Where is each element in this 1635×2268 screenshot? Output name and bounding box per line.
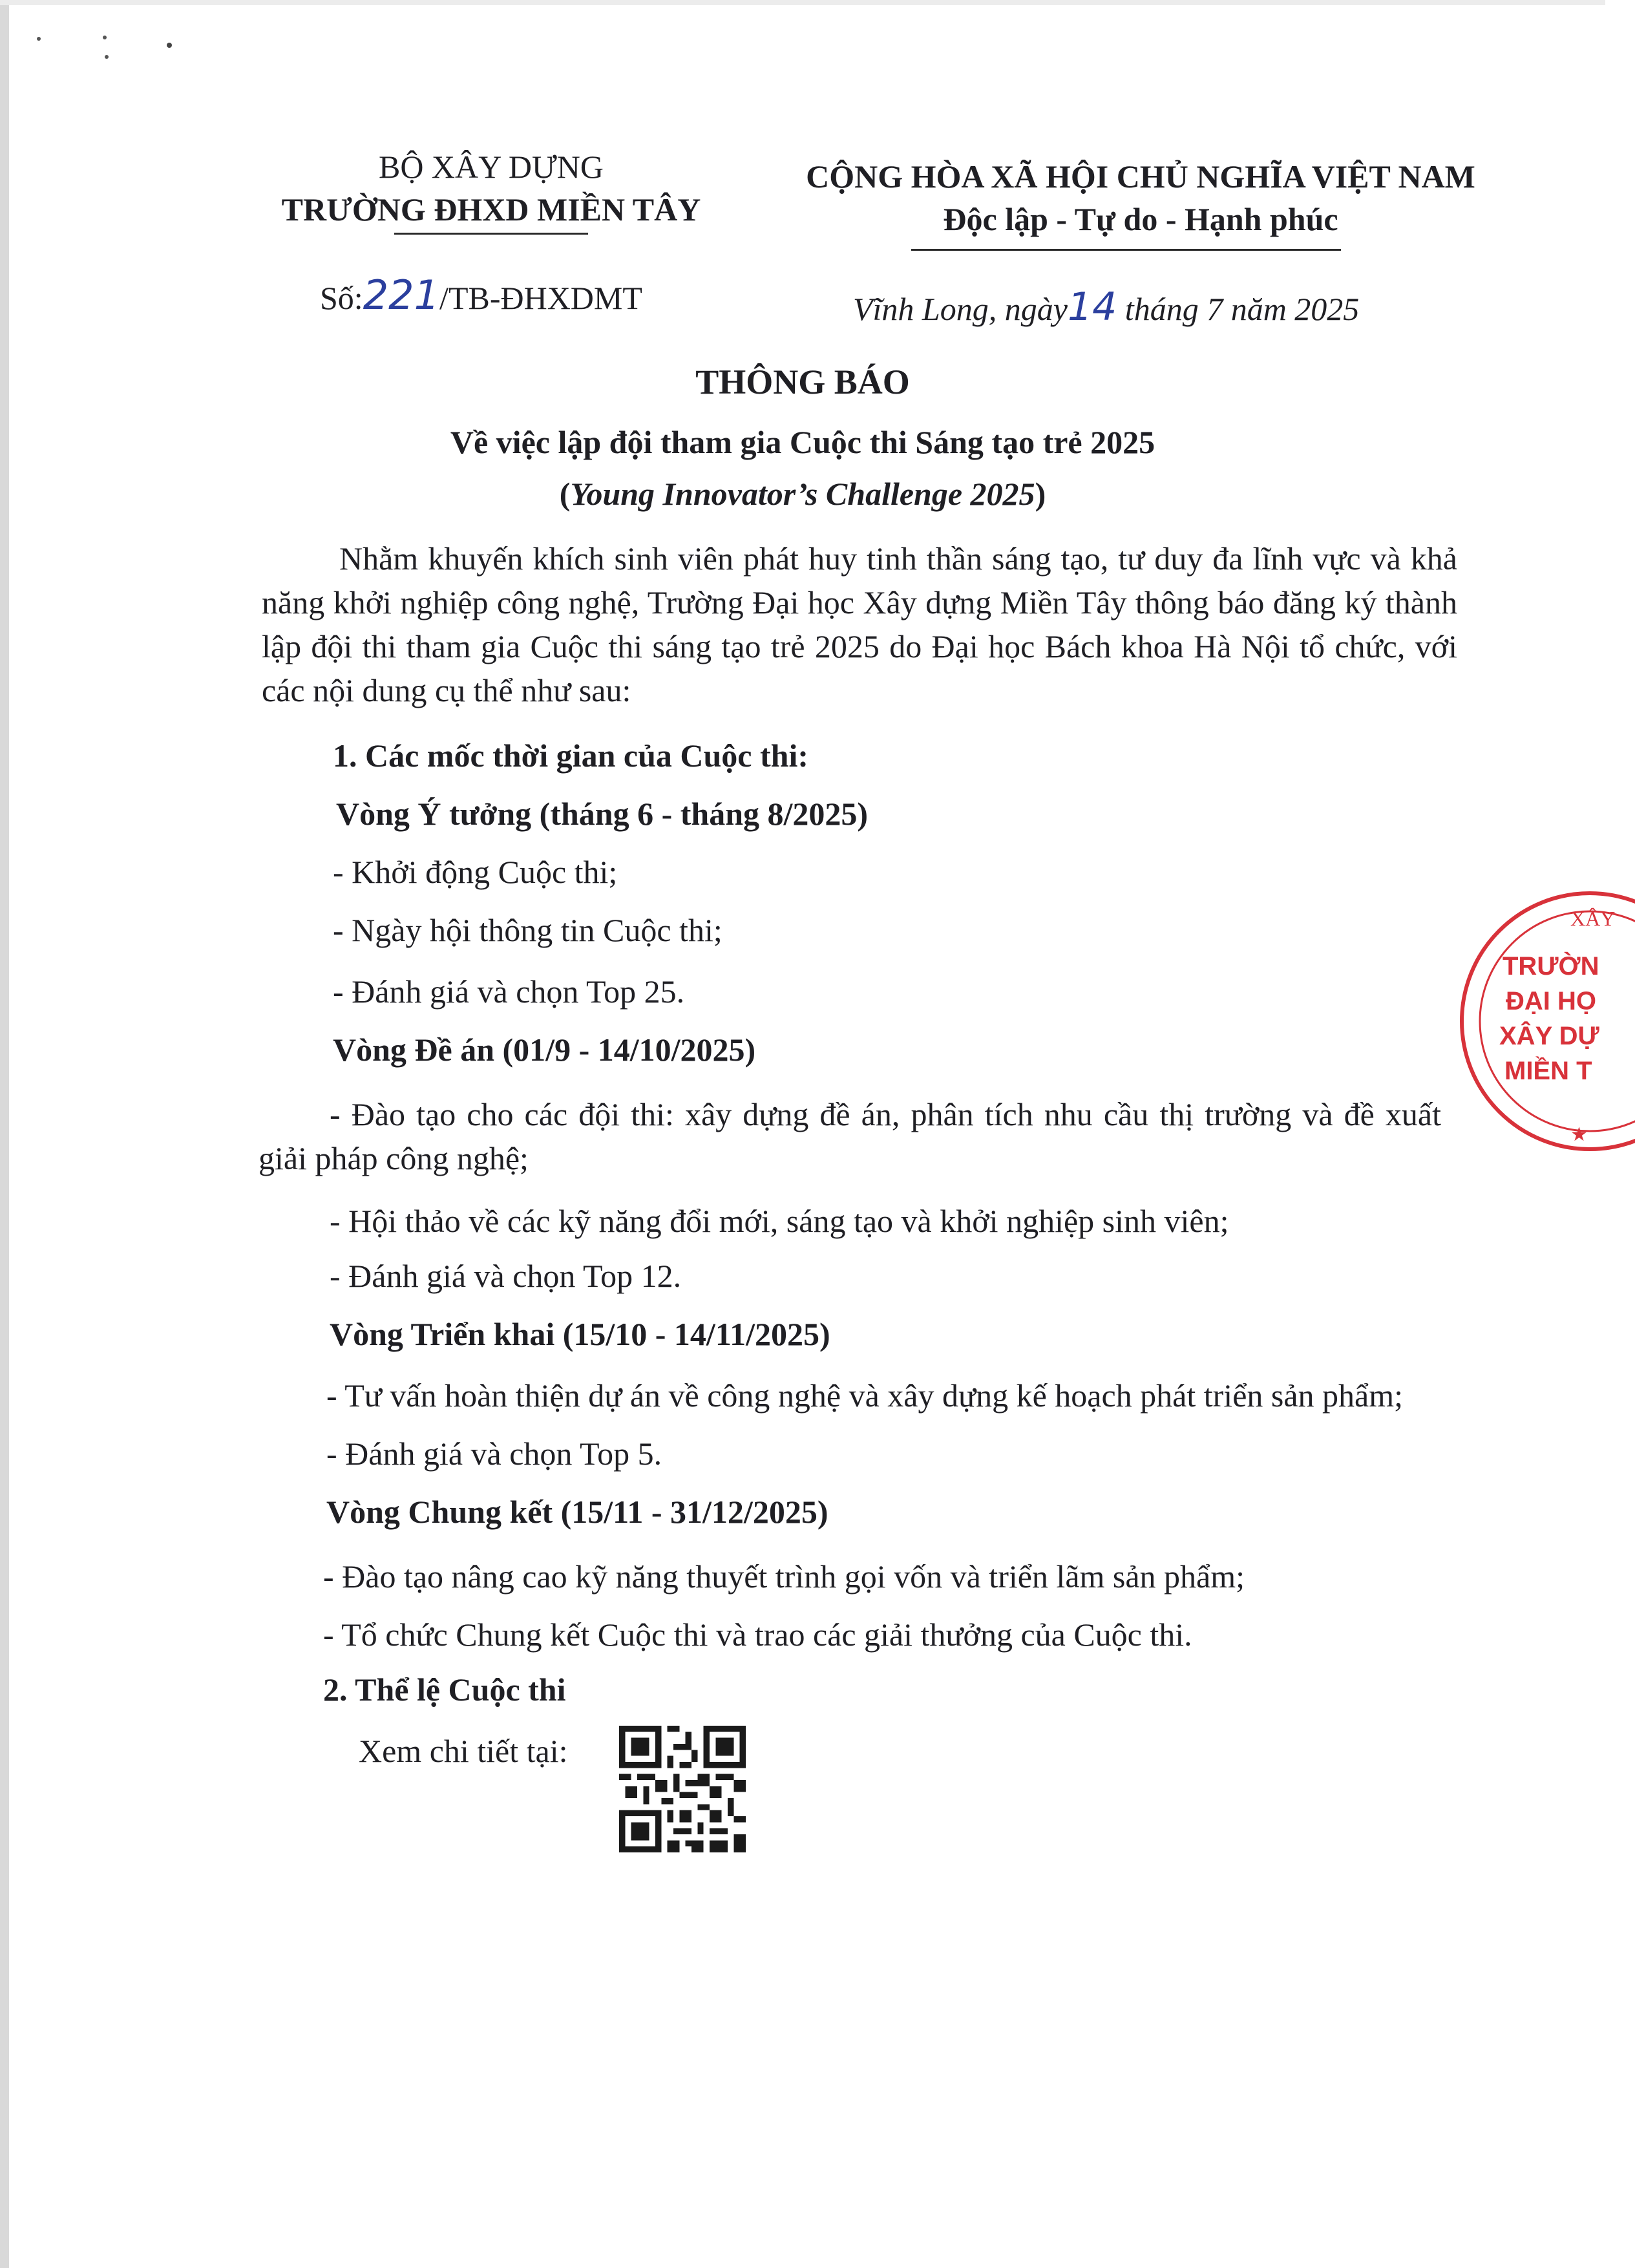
seal-star-icon: ★ (1570, 1124, 1588, 1145)
round-item: - Đào tạo cho các đội thi: xây dựng đề án, phân tích nhu cầu thị trường và đề xuất giải pháp công nghệ; (258, 1096, 1441, 1176)
document-number-suffix: /TB-ĐHXDMT (439, 280, 642, 316)
seal-line: ĐẠI HỌ (1506, 987, 1596, 1015)
subtitle-english-text: Young Innovator’s Challenge 2025 (570, 476, 1035, 512)
round-item: - Tư vấn hoàn thiện dự án về công nghệ và xây dựng kế hoạch phát triển sản phẩm; (326, 1377, 1404, 1414)
section1-heading: 1. Các mốc thời gian của Cuộc thi: (333, 737, 808, 774)
round-item: - Ngày hội thông tin Cuộc thi; (333, 912, 723, 948)
document-number (320, 271, 642, 319)
round-item: - Đánh giá và chọn Top 5. (326, 1436, 662, 1472)
round-item: - Hội thảo về các kỹ năng đổi mới, sáng tạo và khởi nghiệp sinh viên; (330, 1203, 1229, 1239)
national-motto: Độc lập - Tự do - Hạnh phúc (943, 201, 1338, 237)
dateline-day-handwritten: 14 (1067, 284, 1117, 330)
round-item: - Tổ chức Chung kết Cuộc thi và trao các giải thưởng của Cuộc thi. (323, 1616, 1192, 1653)
section2-heading: 2. Thể lệ Cuộc thi (323, 1671, 566, 1708)
seal-line: MIỀN T (1504, 1057, 1592, 1085)
round-item: - Đánh giá và chọn Top 25. (333, 973, 685, 1010)
seal-line: XÂY DỰ (1499, 1022, 1599, 1050)
round-title: Vòng Ý tưởng (tháng 6 - tháng 8/2025) (336, 796, 869, 832)
seal-top-text: XÂY (1570, 907, 1616, 930)
header-left (258, 145, 724, 231)
header-right-underline (911, 249, 1341, 251)
notice-subtitle-english (0, 475, 1605, 513)
notice-title: THÔNG BÁO (695, 363, 910, 401)
dateline-suffix: tháng 7 năm 2025 (1124, 291, 1360, 327)
intro-paragraph: Nhằm khuyến khích sinh viên phát huy tinh thần sáng tạo, tư duy đa lĩnh vực và khả năng khởi nghiệp công nghệ, Trường Đại học Xây dựng Miền Tây thông báo đăng ký thành lập đội thi tham gia Cuộc thi sáng tạo trẻ 2025 do Đại học Bách khoa Hà Nội tổ chức, với các nội dung cụ thể như sau: (262, 540, 1457, 708)
document-number-prefix: Số: (320, 280, 363, 316)
header-right (775, 155, 1506, 240)
scan-specks (26, 26, 194, 78)
country-name: CỘNG HÒA XÃ HỘI CHỦ NGHĨA VIỆT NAM (806, 158, 1475, 195)
round-title: Vòng Đề án (01/9 - 14/10/2025) (333, 1032, 756, 1068)
notice-subtitle: Về việc lập đội tham gia Cuộc thi Sáng tạo trẻ 2025 (450, 424, 1155, 460)
round-item: - Khởi động Cuộc thi; (333, 854, 618, 890)
round-title: Vòng Triển khai (15/10 - 14/11/2025) (330, 1316, 830, 1352)
qr-code[interactable] (619, 1726, 746, 1852)
school-name: TRƯỜNG ĐHXD MIỀN TÂY (281, 191, 701, 228)
dateline (853, 284, 1359, 330)
scan-edge-top (0, 0, 1605, 5)
round-item: - Đào tạo nâng cao kỹ năng thuyết trình gọi vốn và triển lãm sản phẩm; (323, 1558, 1245, 1595)
header-left-underline (394, 233, 588, 235)
round-item: - Đánh giá và chọn Top 12. (330, 1258, 682, 1294)
scan-edge-shadow (0, 0, 9, 2268)
official-seal-stamp (1441, 892, 1635, 1170)
document-number-handwritten: 221 (363, 271, 440, 319)
dateline-prefix: Vĩnh Long, ngày (853, 291, 1068, 327)
subtitle-english-open: ( (559, 476, 571, 512)
seal-line: TRƯỜN (1503, 952, 1599, 980)
subtitle-english-close: ) (1035, 476, 1046, 512)
round-title: Vòng Chung kết (15/11 - 31/12/2025) (326, 1494, 828, 1530)
ministry-name: BỘ XÂY DỰNG (378, 149, 604, 185)
details-label: Xem chi tiết tại: (359, 1733, 568, 1769)
